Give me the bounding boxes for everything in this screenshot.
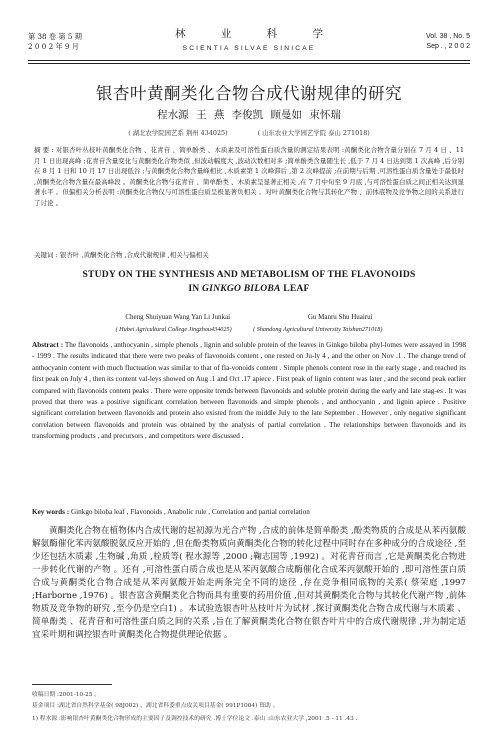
affiliation-cn-1: ( 湖北农学院园艺系 荆州 434025): [128, 129, 228, 137]
header-vol-cn: 第 38 卷 第 5 期: [28, 32, 82, 41]
header-volume-en: [426, 32, 470, 52]
authors-en: [0, 313, 498, 321]
journal-name-cn: 林 业 科 学: [174, 28, 339, 40]
article-title-en: [0, 268, 498, 296]
journal-name-en: SCIENTIA SILVAE SINICAE: [182, 45, 316, 52]
header-date-en: Sep . , 2 0 0 2: [426, 43, 470, 50]
keywords-en-text: Ginkgo biloba leaf , Flavonoids , Anabolic rule , Correlation and partial correlation: [70, 508, 310, 516]
title-en-species: GINKGO BILOBA: [202, 283, 281, 294]
affiliation-cn-2: ( 山东农业大学园艺学院 泰山 271018): [257, 129, 370, 137]
article-title-cn: 银杏叶黄酮类化合物合成代谢规律的研究: [96, 84, 402, 103]
affiliations-cn: [0, 128, 498, 137]
header-journal: [28, 26, 470, 52]
body-paragraph: 黄酮类化合物在植物体内合成代谢的起初源为光合产物 ,合成的前体是简单酚类 ,酚类物质的合成是从苯丙氨酸解氨酶催化苯丙氨酸脱氨反应开始的 ,但在酚类物质向黄酮类化合物的转化过程中同时存在多种成分的合成途径 ,至少还包括木质素 ,生物碱 ,角质 ,栓质等( 程水源等 ,2000 ;鞠志国等 ,1992) 。对花青苷而言 ,它是黄酮类化合物进一步转化代谢的产物 。还有 ,可溶性蛋白质合成也是从苯丙氨酸合成酶催化合成苯丙氨酸开始的 ,即可溶性蛋白质合成与黄酮类化合物合成是从苯丙氨酸开始走两条完全不同的途径 ,存在竞争相同底物的关系( 蔡荣庭 ,1997 ;Harborne ,1976) 。银杏富含黄酮类化合物而具有重要的药用价值 ,但对其黄酮类化合物与其转化代谢产物 ,前体物质及竞争物的研究 ,至今仍是空白1) 。本试验选银杏叶丛枝叶片为试材 ,探讨黄酮类化合物合成代谢与木质素 、简单酚类 、花青苷和可溶性蛋白质之间的关系 ,旨在了解黄酮类化合物在银杏叶片中的合成代谢规律 ,并为制定适宜采叶期和调控银杏叶黄酮类化合物提供理论依据 。: [32, 526, 466, 640]
affiliations-en: [0, 326, 498, 333]
keywords-cn: 关键词 : 银杏叶 ,黄酮类化合物 ,合成代谢规律 ,相关与偏相关: [34, 251, 209, 259]
authors-cn: 程水源 王 燕 李俊凯 顾曼如 束怀瑞: [157, 109, 341, 121]
affiliation-en-1: ( Hubei Agricultural College Jingzhou434025): [115, 326, 232, 333]
header-date-cn: 2 0 0 2 年 9 月: [28, 42, 79, 51]
affiliation-en-2: ( Shandong Agricultural University Taishan271018): [253, 326, 383, 333]
footnote-note: 1) 程水源 .影响银杏叶黄酮类化合物形成的主要因子及调控技术的研究 .博士学位论文 .泰山 :山东农业大学 ,2001 .5 - 11 .43 .: [32, 716, 358, 722]
title-en-suffix: LEAF: [280, 283, 310, 294]
authors-en-group-1: Cheng Shuiyuan Wang Yan Li Junkai: [125, 313, 231, 321]
footnote-fund: 基金项目 :湖北省自然科学基金( 98J002) 、湖北省科委重点攻关项目基金( 991P1004) 资助 。: [32, 703, 279, 709]
abstract-en-text: The flavonoids , anthocyanin , simple phenols , lignin and soluble protein of the leaves in Ginkgo biloba phyl-lomes were assayed in 1998 - 1999 . The results indicated that there were two peaks of flavonoids content , one rested on Ju-ly 4 , and the other on Nov .1 . The change trend of anthocyanin content with much fluctuation was similar to that of fla-vonoids content . Simple phenols content rose in the early stage , and reached its first peak on July 4 , then its content val-leys showed on Aug .1 and Oct .17 apiece . First peak of lignin content was later , and the second peak earlier compared with flavonoids content peaks . There were opposite trends between flavonoids and soluble protein during the early and late stag-es . It was proved that there was a positive significant correlation between flavonoids and simple phenols , and anthocyanin , and lignin apiece . Positive significant correlation between flavonoids and protein also existed from the middle July to the late September . However , only negative significant correlation between flavonoids and protein was obtained by the analysis of partial correlation . The relationships between flavonoids and its transforming products , and precursors , and competitors were discussed .: [32, 341, 467, 441]
abstract-cn: 摘 要 : 对银杏叶丛枝叶黄酮类化合物 、花青苷 、简单酚类 、木质素及可溶性蛋白质含量的测定结果表明 :黄酮类化合物含量分别在 7 月 4 日 、11 月 1 日出现高峰 ;花青苷含量变化与黄酮类化合物类似 ,但波动幅度大 ,波动次数相对多 ;简单酚类含量随生长 ,低于 7 月 4 日达到第 1 次高峰 ,后分别在 8 月 1 日和 10 月 17 日出现低谷 ;与黄酮类化合物含量峰相比 ,木质素第 1 次峰滞后 ,第 2 次峰提前 ;在前期与后期 ,可溶性蛋白质含量处于最低时 ,黄酮类化合物含量在最高峰段 。黄酮类化合物与花青苷 、简单酚类 、木质素呈显著正相关 ,在 7 月中旬至 9 月底 ,与可溶性蛋白质之间正相关达到显著水平 。但偏相关分析表明 :黄酮类化合物仅与可溶性蛋白质呈极显著负相关 。对叶黄酮类化合物与其转化产物 、前体底物及竞争物之间的关系进行了讨论 。: [34, 146, 464, 207]
title-en-prefix: IN: [188, 283, 203, 294]
keywords-en: [32, 508, 466, 516]
abstract-en: [32, 340, 466, 443]
running-header: [28, 20, 470, 60]
footnote-rule: [32, 684, 112, 685]
footnote-received: 收稿日期 :2001-10-25 。: [32, 692, 101, 698]
header-rule-thin: [28, 63, 470, 64]
header-rule-thick: [28, 60, 470, 61]
keywords-en-label: Key words :: [32, 508, 70, 516]
title-en-line-2: [0, 282, 498, 296]
abstract-en-label: Abstract :: [32, 341, 64, 349]
title-en-line-1: STUDY ON THE SYNTHESIS AND METABOLISM OF THE FLAVONOIDS: [82, 269, 416, 280]
authors-en-group-2: Gu Manru Shu Huairui: [307, 313, 373, 321]
header-vol-en: Vol. 38 , No. 5: [426, 33, 470, 40]
